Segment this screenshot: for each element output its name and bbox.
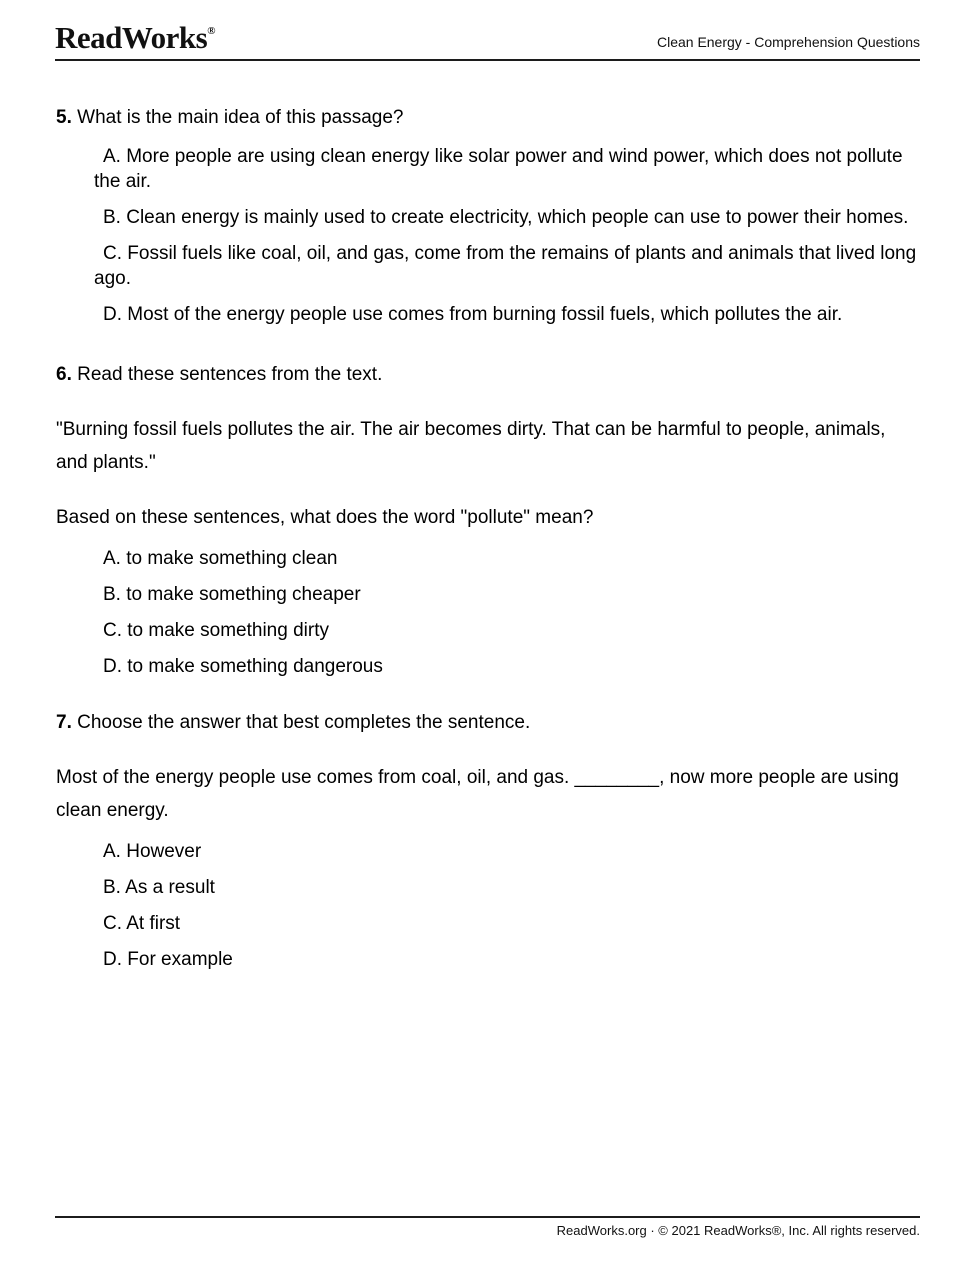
page-header <box>55 0 920 61</box>
question-6-option-d: D. to make something dangerous <box>103 656 383 677</box>
question-7-prompt: Choose the answer that best completes the sentence. <box>77 712 531 733</box>
question-7-heading <box>56 710 920 735</box>
page-footer <box>55 1216 920 1238</box>
question-5-prompt: What is the main idea of this passage? <box>77 107 404 128</box>
question-5-option-a: A. More people are using clean energy like solar power and wind power, which does not pollute the air. <box>94 146 903 192</box>
question-5-options <box>56 144 920 327</box>
question-6-options <box>56 546 920 679</box>
question-5-option-d: D. Most of the energy people use comes from burning fossil fuels, which pollutes the air. <box>103 304 843 325</box>
question-6-heading <box>56 362 920 387</box>
readworks-logo-text: ReadWorks <box>55 20 208 55</box>
readworks-logo <box>55 22 215 53</box>
question-6-prompt: Read these sentences from the text. <box>77 364 383 385</box>
registered-trademark-icon: ® <box>207 25 216 37</box>
question-6-subprompt: Based on these sentences, what does the word "pollute" mean? <box>56 507 594 528</box>
question-6-quote: "Burning fossil fuels pollutes the air. The air becomes dirty. That can be harmful to people, animals, and plants." <box>56 419 886 473</box>
question-6-option-b: B. to make something cheaper <box>103 584 361 605</box>
question-5-option-c: C. Fossil fuels like coal, oil, and gas, come from the remains of plants and animals that lived long ago. <box>94 243 917 289</box>
question-7-sentence: Most of the energy people use comes from coal, oil, and gas. ________, now more people are using clean energy. <box>56 767 899 821</box>
question-7-option-b: B. As a result <box>103 877 215 898</box>
question-5-number: 5. <box>56 107 72 128</box>
document-title: Clean Energy - Comprehension Questions <box>656 34 920 50</box>
question-7-options <box>56 839 920 972</box>
footer-copyright-text: ReadWorks.org · © 2021 ReadWorks®, Inc. All rights reserved. <box>556 1223 920 1238</box>
worksheet-content <box>56 105 920 972</box>
question-7-number: 7. <box>56 712 72 733</box>
question-7-option-a: A. However <box>103 841 202 862</box>
question-5-heading <box>56 105 920 130</box>
question-7-option-d: D. For example <box>103 949 233 970</box>
question-6-option-a: A. to make something clean <box>103 548 338 569</box>
question-6-option-c: C. to make something dirty <box>103 620 329 641</box>
question-7-option-c: C. At first <box>103 913 181 934</box>
question-5-option-b: B. Clean energy is mainly used to create electricity, which people can use to power their homes. <box>103 207 909 228</box>
question-6-number: 6. <box>56 364 72 385</box>
